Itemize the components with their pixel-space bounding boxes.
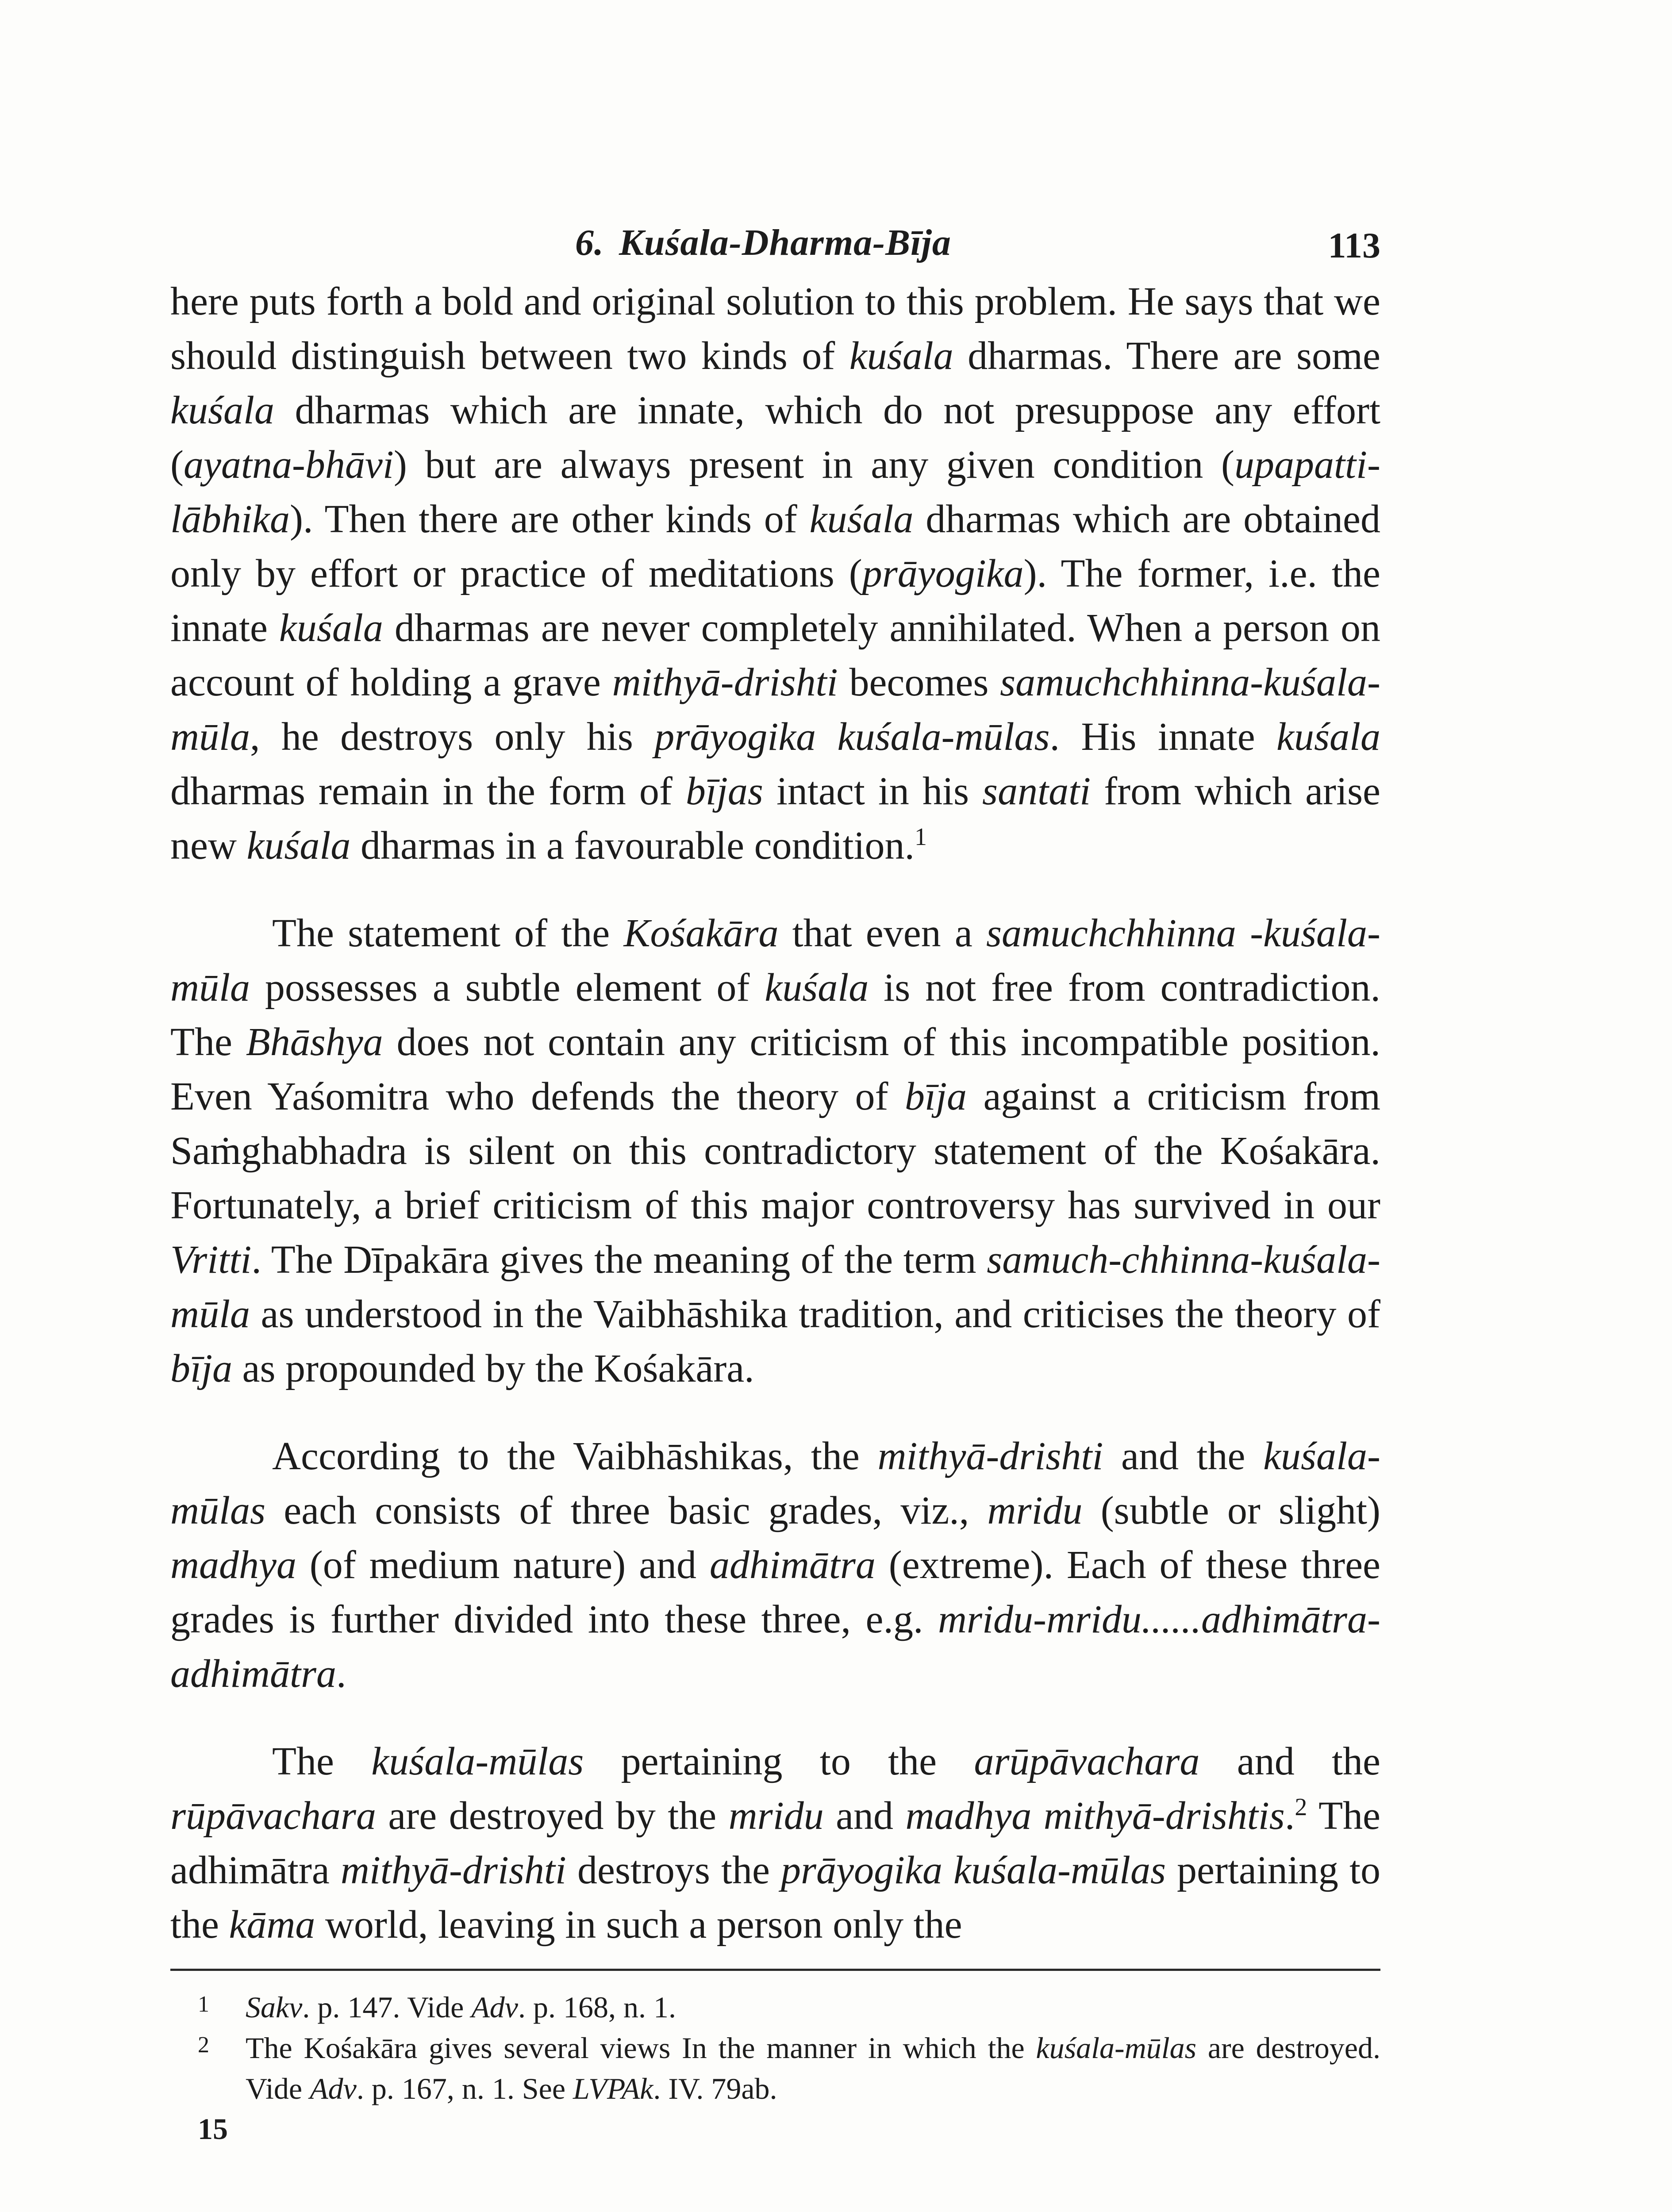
- text-run: pertaining to the: [584, 1740, 974, 1783]
- italic-term: madhya: [170, 1543, 296, 1587]
- italic-term: LVPAk: [573, 2072, 653, 2105]
- text-run: . p. 168, n. 1.: [518, 1990, 676, 2024]
- text-run: dharmas remain in the form of: [170, 769, 686, 813]
- italic-term: prāyogika kuśala-mūlas: [654, 715, 1050, 759]
- italic-term: samuchchhinna -kuśala-mūla: [170, 911, 1380, 1010]
- italic-term: prāyogika: [862, 552, 1024, 595]
- text-run: dharmas are never completely annihilated. When a person on account of holding a grave: [170, 606, 1380, 704]
- text-run: .: [336, 1652, 346, 1696]
- italic-term: Bhāshya: [246, 1020, 383, 1064]
- italic-term: kuśala: [1276, 715, 1380, 759]
- text-run: dharmas. There are some: [953, 334, 1380, 378]
- footnote: [170, 2028, 1380, 2109]
- text-run: The statement of the: [272, 911, 624, 955]
- text-run: and: [823, 1794, 906, 1838]
- text-run: are destroyed. Vide: [246, 2031, 1380, 2105]
- footnote-text: [246, 1990, 676, 2024]
- text-run: that even a: [778, 911, 986, 955]
- italic-term: mithyā-drishti: [612, 661, 838, 704]
- text-run: intact in his: [763, 769, 983, 813]
- text-run: . p. 167, n. 1. See: [356, 2072, 573, 2105]
- italic-term: mithyā-drishti: [877, 1434, 1103, 1478]
- italic-term: samuch-chhinna-kuśala-mūla: [170, 1238, 1380, 1336]
- text-run: dharmas which are obtained only by effort or practice of meditations (: [170, 497, 1381, 595]
- text-run: world, leaving in such a person only the: [315, 1903, 962, 1947]
- text-run: against a criticism from Saṁghabhadra is silent on this contradictory statement of the Kośakāra. Fortunately, a brief criticism of this major controversy has survived in our: [170, 1075, 1380, 1227]
- text-run: . The Dīpakāra gives the meaning of the term: [251, 1238, 987, 1282]
- text-run: ) but are always present in any given condition (: [393, 443, 1234, 487]
- italic-term: kāma: [229, 1903, 315, 1947]
- italic-term: Adv: [310, 2072, 357, 2105]
- text-run: does not contain any criticism of this incompatible position. Even Yaśomitra who defends the theory of: [170, 1020, 1380, 1118]
- footnote-divider: [170, 1969, 1380, 1971]
- italic-term: kuśala: [809, 497, 914, 541]
- chapter-title: Kuśala-Dharma-Bīja: [619, 222, 951, 263]
- footnotes: [170, 1987, 1380, 2109]
- paragraph: [170, 1429, 1380, 1701]
- text-run: , he destroys only his: [250, 715, 655, 759]
- italic-term: santati: [982, 769, 1091, 813]
- footnote-text: [246, 2031, 1380, 2105]
- italic-term: bīja: [170, 1347, 233, 1390]
- italic-term: rūpāvachara: [170, 1794, 376, 1838]
- signature-mark: 15: [198, 2112, 228, 2146]
- chapter-number: 6.: [575, 222, 604, 263]
- footnote-reference: 1: [915, 823, 927, 851]
- text-run: (of medium nature) and: [296, 1543, 710, 1587]
- italic-term: kuśala: [246, 824, 351, 868]
- footnote: [170, 1987, 1380, 2028]
- text-run: is not free from contradiction. The: [170, 966, 1380, 1064]
- italic-term: mithyā-drishti: [340, 1848, 566, 1892]
- italic-term: kuśala: [765, 966, 869, 1010]
- paragraph: [170, 906, 1380, 1396]
- text-run: The adhimātra: [170, 1794, 1381, 1892]
- italic-term: Vritti: [170, 1238, 252, 1282]
- text-run: as propounded by the Kośakāra.: [232, 1347, 754, 1390]
- footnote-reference: 2: [1295, 1793, 1307, 1821]
- italic-term: kuśala-mūlas: [371, 1740, 584, 1783]
- italic-term: samuchchhinna-kuśala-mūla: [170, 661, 1380, 759]
- text-run: (extreme). Each of these three grades is further divided into these three, e.g.: [170, 1543, 1380, 1641]
- italic-term: mridu: [728, 1794, 824, 1838]
- italic-term: mridu: [987, 1489, 1083, 1532]
- text-run: . p. 147. Vide: [302, 1990, 472, 2024]
- italic-term: upapatti-lābhika: [170, 443, 1380, 541]
- text-run: are destroyed by the: [376, 1794, 729, 1838]
- text-run: . His innate: [1049, 715, 1277, 759]
- italic-term: kuśala: [279, 606, 383, 650]
- italic-term: Kośakāra: [623, 911, 779, 955]
- footnote-mark: 2: [198, 2032, 209, 2058]
- footnote-mark: 1: [198, 1992, 209, 2017]
- text-run: and the: [1199, 1740, 1380, 1783]
- text-run: becomes: [838, 661, 1000, 704]
- page-number: 113: [1328, 225, 1380, 265]
- paragraph: [170, 1734, 1380, 1952]
- italic-term: prāyogika kuśala-mūlas: [781, 1848, 1166, 1892]
- text-run: ). The former, i.e. the innate: [170, 552, 1380, 650]
- text-run: The: [272, 1740, 372, 1783]
- page-content: [170, 212, 1380, 2147]
- italic-term: kuśala-mūlas: [170, 1434, 1381, 1532]
- italic-term: kuśala: [849, 334, 953, 378]
- text-run: . IV. 79ab.: [653, 2072, 777, 2105]
- paragraph: [170, 274, 1380, 873]
- text-run: .: [1284, 1794, 1295, 1838]
- running-head: [170, 212, 1380, 274]
- italic-term: Sakv: [246, 1990, 303, 2024]
- italic-term: kuśala: [170, 388, 274, 432]
- text-run: possesses a subtle element of: [250, 966, 765, 1010]
- text-run: as understood in the Vaibhāshika tradition, and criticises the theory of: [250, 1292, 1380, 1336]
- text-run: destroys the: [566, 1848, 781, 1892]
- text-run: The Kośakāra gives several views In the manner in which the: [246, 2031, 1036, 2065]
- body-text: [170, 274, 1380, 1952]
- italic-term: bīja: [905, 1075, 967, 1118]
- italic-term: bījas: [685, 769, 763, 813]
- italic-term: Adv: [471, 1990, 518, 2024]
- italic-term: adhimātra: [709, 1543, 876, 1587]
- italic-term: ayatna-bhāvi: [183, 443, 394, 487]
- text-run: and the: [1103, 1434, 1264, 1478]
- text-run: pertaining to the: [170, 1848, 1380, 1947]
- text-run: ). Then there are other kinds of: [289, 497, 810, 541]
- italic-term: kuśala-mūlas: [1036, 2031, 1197, 2065]
- text-run: each consists of three basic grades, viz.,: [265, 1489, 988, 1532]
- text-run: (subtle or slight): [1082, 1489, 1381, 1532]
- text-run: from which arise new: [170, 769, 1380, 868]
- italic-term: arūpāvachara: [974, 1740, 1200, 1783]
- text-run: dharmas which are innate, which do not presuppose any effort (: [170, 388, 1380, 487]
- text-run: here puts forth a bold and original solution to this problem. He says that we should distinguish between two kinds of: [170, 280, 1380, 378]
- text-run: dharmas in a favourable condition.: [350, 824, 915, 868]
- italic-term: madhya mithyā-drishtis: [905, 1794, 1285, 1838]
- italic-term: mridu-mridu......adhimātra-adhimātra: [170, 1598, 1380, 1696]
- chapter-heading: [575, 221, 951, 264]
- text-run: According to the Vaibhāshikas, the: [272, 1434, 878, 1478]
